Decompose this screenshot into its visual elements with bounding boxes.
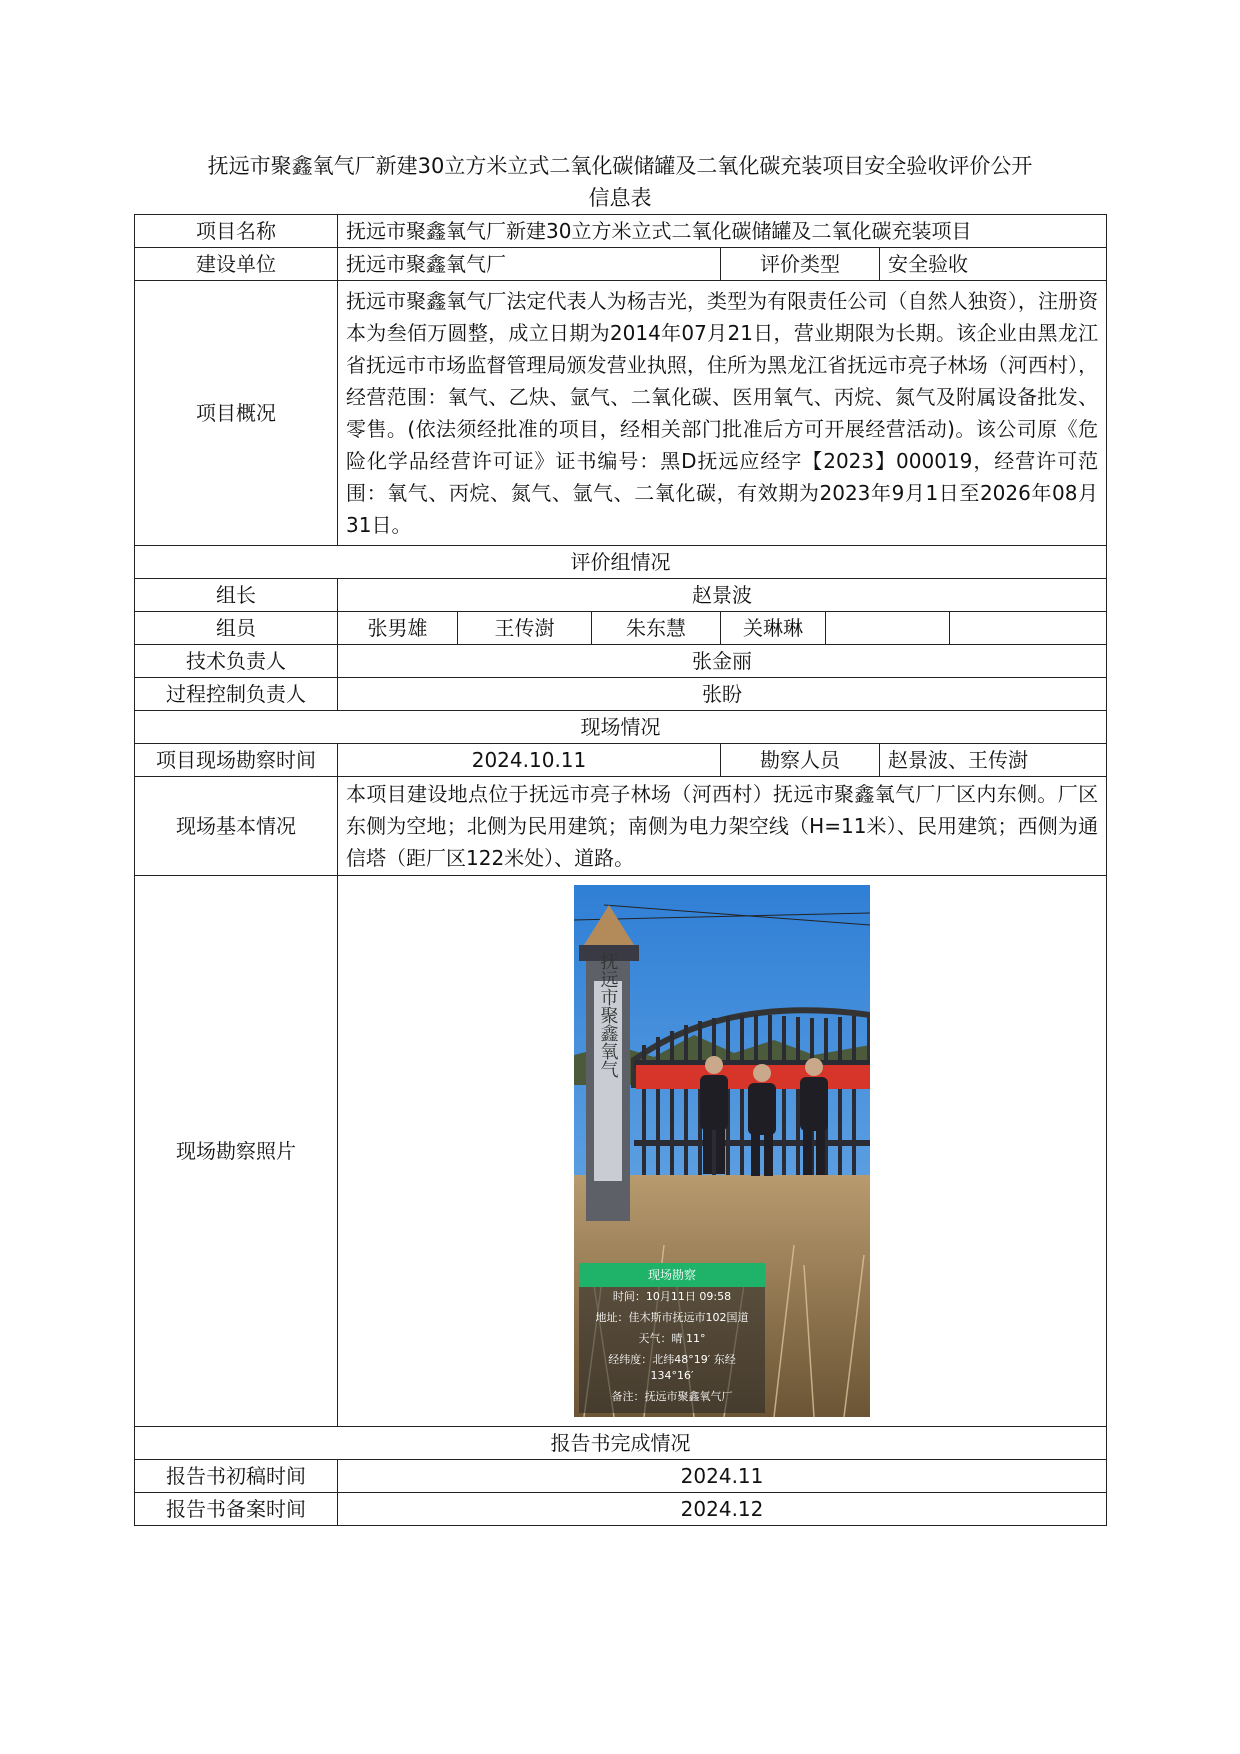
member-4: 关琳琳 [721, 612, 826, 645]
member-1: 张男雄 [338, 612, 458, 645]
site-photo-label: 现场勘察照片 [135, 876, 338, 1427]
eval-type-label: 评价类型 [721, 248, 880, 281]
survey-time-value: 2024.10.11 [338, 744, 721, 777]
construction-unit-label: 建设单位 [135, 248, 338, 281]
site-photo-sign-text: 抚远市聚鑫氧气 [597, 952, 619, 1078]
leader-value: 赵景波 [338, 579, 1107, 612]
eval-group-section-title: 评价组情况 [135, 546, 1107, 579]
row-tech-lead [135, 645, 1107, 678]
site-basic-label: 现场基本情况 [135, 777, 338, 876]
photo-stamp-weather: 天气：晴 11° [638, 1332, 706, 1345]
document-title [134, 150, 1106, 214]
member-6 [950, 612, 1107, 645]
report-draft-label: 报告书初稿时间 [135, 1460, 338, 1493]
member-3: 朱东慧 [592, 612, 721, 645]
document-title-line-2: 信息表 [588, 186, 652, 210]
document-title-line-1: 抚远市聚鑫氧气厂新建30立方米立式二氧化碳储罐及二氧化碳充装项目安全验收评价公开 [207, 154, 1033, 178]
photo-stamp-coordinates: 经纬度：北纬48°19′ 东经134°16′ [608, 1353, 736, 1382]
members-label: 组员 [135, 612, 338, 645]
photo-stamp-address: 地址：佳木斯市抚远市102国道 [595, 1311, 749, 1324]
site-photo [574, 885, 870, 1417]
eval-type-value: 安全验收 [880, 248, 1107, 281]
member-5 [826, 612, 950, 645]
photo-stamp-note: 备注：抚远市聚鑫氧气厂 [611, 1390, 733, 1403]
row-report-section [135, 1427, 1107, 1460]
row-overview [135, 281, 1107, 546]
leader-label: 组长 [135, 579, 338, 612]
site-photo-cell [338, 876, 1107, 1427]
member-2: 王传澍 [458, 612, 592, 645]
photo-stamp-time: 时间：10月11日 09:58 [612, 1290, 732, 1303]
row-process-lead [135, 678, 1107, 711]
process-lead-value: 张盼 [338, 678, 1107, 711]
row-report-filing [135, 1493, 1107, 1526]
tech-lead-value: 张金丽 [338, 645, 1107, 678]
row-project-name [135, 215, 1107, 248]
row-report-draft [135, 1460, 1107, 1493]
photo-stamp-header: 现场勘察 [579, 1263, 765, 1287]
info-table [134, 214, 1107, 1526]
row-survey-time [135, 744, 1107, 777]
row-leader [135, 579, 1107, 612]
overview-label: 项目概况 [135, 281, 338, 546]
row-site-section [135, 711, 1107, 744]
site-basic-text: 本项目建设地点位于抚远市亮子林场（河西村）抚远市聚鑫氧气厂厂区内东侧。厂区东侧为空地；北侧为民用建筑；南侧为电力架空线（H=11米）、民用建筑；西侧为通信塔（距厂区122米处）、道路。 [338, 777, 1107, 876]
row-site-photo [135, 876, 1107, 1427]
photo-watermark-stamp [579, 1263, 765, 1413]
surveyors-value: 赵景波、王传澍 [880, 744, 1107, 777]
process-lead-label: 过程控制负责人 [135, 678, 338, 711]
site-section-title: 现场情况 [135, 711, 1107, 744]
row-construction-unit [135, 248, 1107, 281]
tech-lead-label: 技术负责人 [135, 645, 338, 678]
report-draft-value: 2024.11 [338, 1460, 1107, 1493]
project-name-value: 抚远市聚鑫氧气厂新建30立方米立式二氧化碳储罐及二氧化碳充装项目 [338, 215, 1107, 248]
construction-unit-value: 抚远市聚鑫氧气厂 [338, 248, 721, 281]
project-name-label: 项目名称 [135, 215, 338, 248]
report-filing-label: 报告书备案时间 [135, 1493, 338, 1526]
overview-text: 抚远市聚鑫氧气厂法定代表人为杨吉光，类型为有限责任公司（自然人独资），注册资本为叁佰万圆整，成立日期为2014年07月21日，营业期限为长期。该企业由黑龙江省抚远市市场监督管理局颁发营业执照，住所为黑龙江省抚远市亮子林场（河西村），经营范围：氧气、乙炔、氩气、二氧化碳、医用氧气、丙烷、氮气及附属设备批发、零售。(依法须经批准的项目，经相关部门批准后方可开展经营活动)。该公司原《危险化学品经营许可证》证书编号：黑D抚远应经字【2023】000019，经营许可范围：氧气、丙烷、氮气、氩气、二氧化碳，有效期为2023年9月1日至2026年08月31日。 [338, 281, 1107, 546]
surveyors-label: 勘察人员 [721, 744, 880, 777]
row-eval-group-section [135, 546, 1107, 579]
report-filing-value: 2024.12 [338, 1493, 1107, 1526]
survey-time-label: 项目现场勘察时间 [135, 744, 338, 777]
row-site-basic [135, 777, 1107, 876]
row-members [135, 612, 1107, 645]
report-section-title: 报告书完成情况 [135, 1427, 1107, 1460]
